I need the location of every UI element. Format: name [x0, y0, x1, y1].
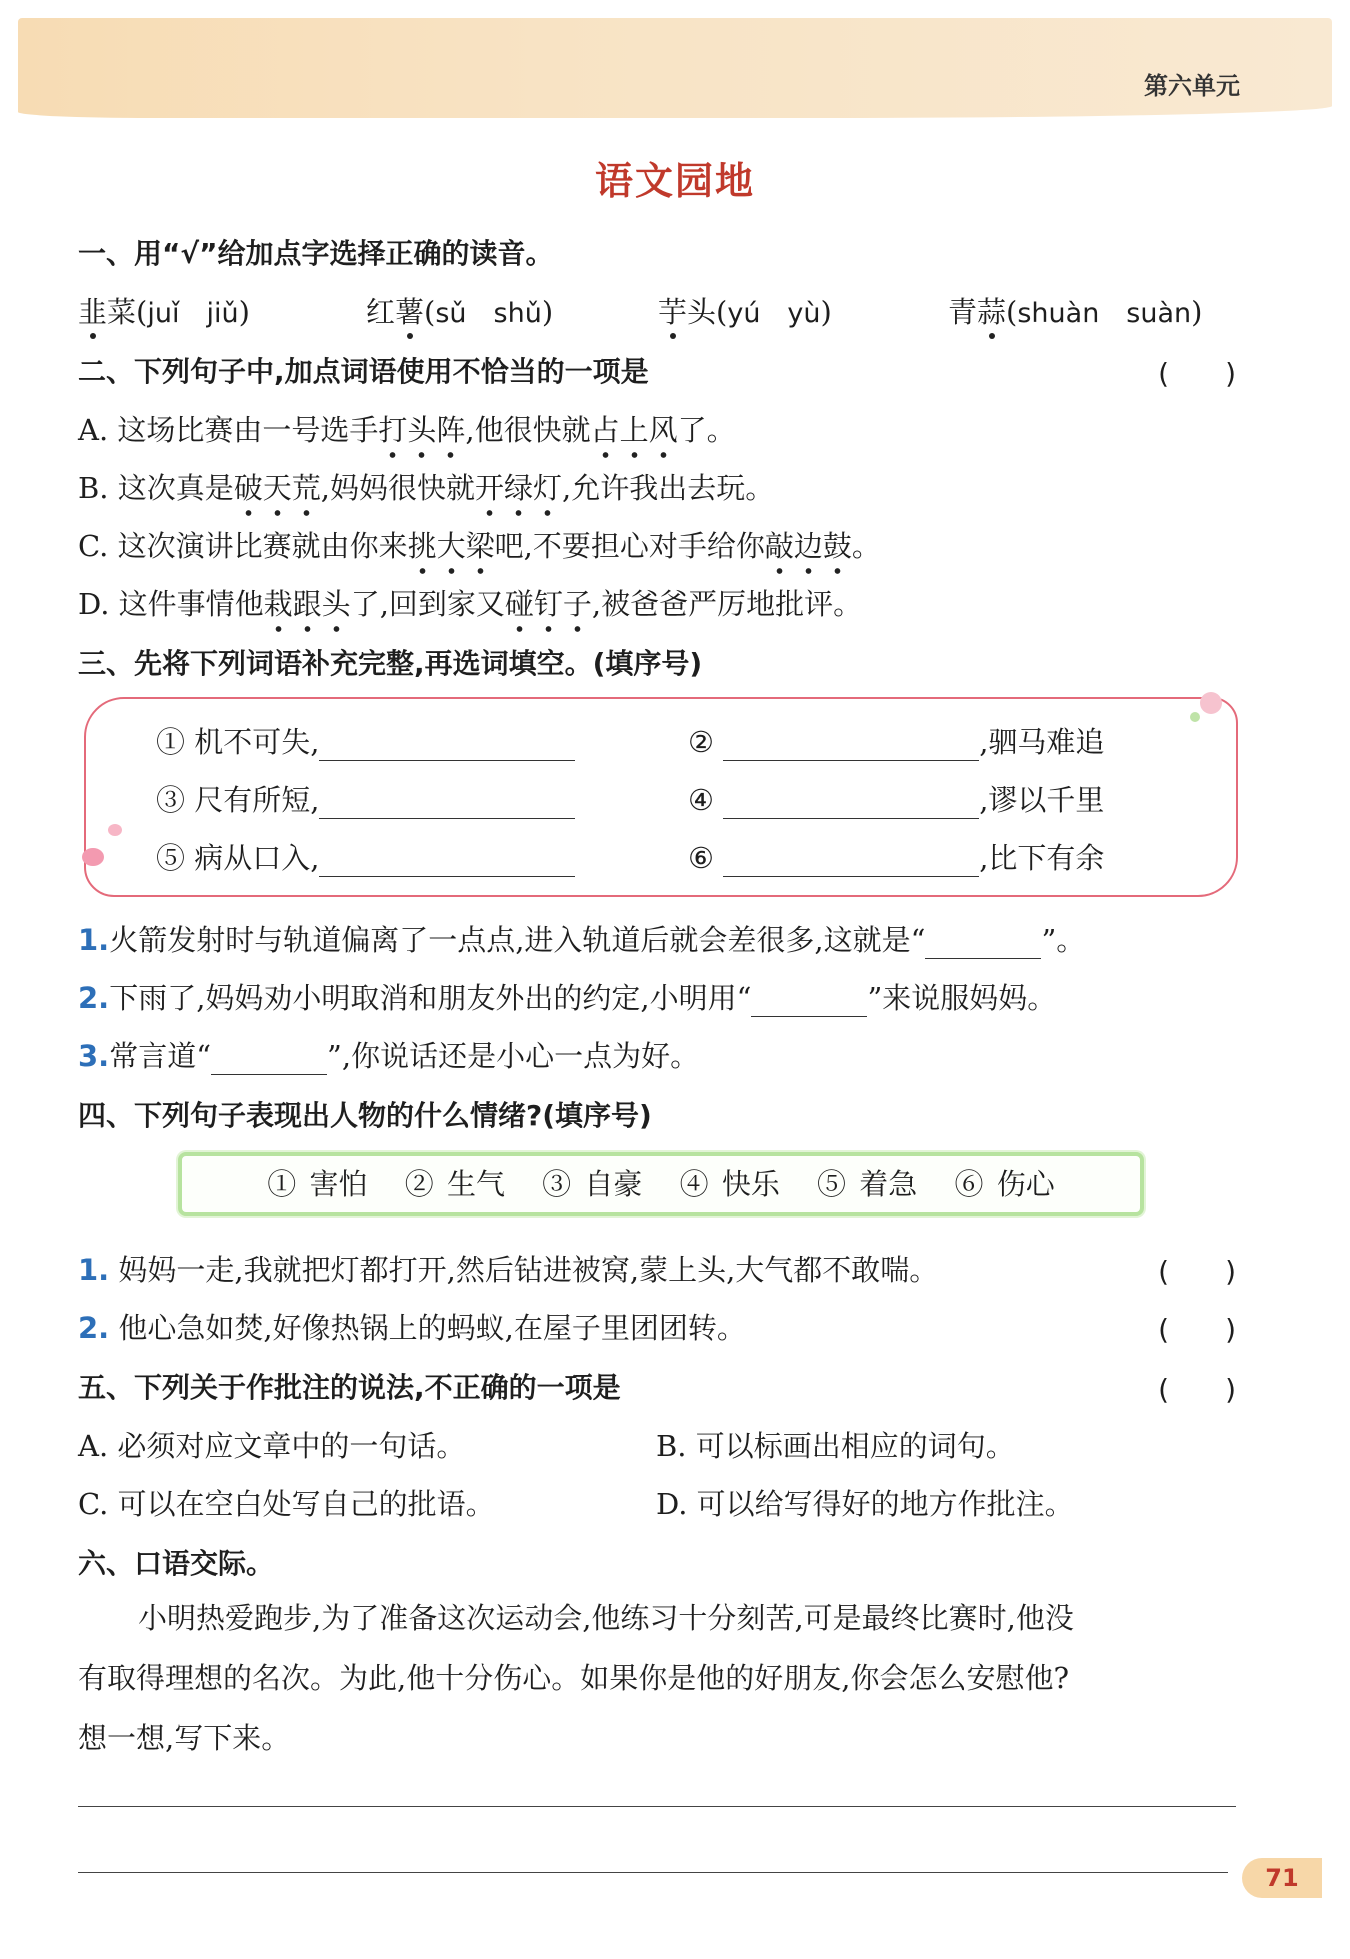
answer-paren-s4-1[interactable]: ( )	[1158, 1255, 1236, 1288]
section-1-heading: 一、用“√”给加点字选择正确的读音。	[78, 237, 554, 270]
s4-question-1: 1. 妈妈一走,我就把灯都打开,然后钻进被窝,蒙上头,大气都不敢喘。	[78, 1253, 939, 1287]
section-2-heading: 二、下列句子中,加点词语使用不恰当的一项是	[78, 355, 649, 388]
answer-line-2[interactable]	[78, 1872, 1228, 1873]
emotion-options	[178, 1162, 1144, 1203]
s3-question-3: 3.常言道“ ”,你说话还是小心一点为好。	[78, 1039, 700, 1073]
idiom-2: ② ,驷马难追	[688, 725, 1105, 759]
pinyin-item-2: 红薯(sǔ shǔ)	[366, 290, 553, 331]
option-b: B. 这次真是破天荒,妈妈很快就开绿灯,允许我出去玩。	[78, 466, 774, 507]
s4-question-2: 2. 他心急如焚,好像热锅上的蚂蚁,在屋子里团团转。	[78, 1311, 746, 1345]
answer-paren-s2: ( )	[1158, 357, 1236, 390]
pinyin-row	[78, 290, 1238, 330]
emotion-option: ④ 快乐	[679, 1167, 780, 1201]
page-title: 语文园地	[594, 159, 755, 203]
s6-paragraph-1: 小明热爱跑步,为了准备这次运动会,他练习十分刻苦,可是最终比赛时,他没	[138, 1601, 1074, 1635]
s3-question-2: 2.下雨了,妈妈劝小明取消和朋友外出的约定,小明用“ ”来说服妈妈。	[78, 981, 1057, 1015]
blank-line[interactable]	[319, 846, 575, 877]
section-4-heading: 四、下列句子表现出人物的什么情绪?(填序号)	[78, 1099, 652, 1132]
option-d: D. 这件事情他栽跟头了,回到家又碰钉子,被爸爸严厉地批评。	[78, 582, 862, 623]
emotion-option: ③ 自豪	[542, 1167, 643, 1201]
idiom-6: ⑥ ,比下有余	[688, 841, 1105, 875]
pinyin-item-1: 韭菜(juǐ jiǔ)	[78, 290, 250, 331]
dotted-word: 开绿灯	[475, 466, 562, 507]
s5-option-c: C. 可以在空白处写自己的批语。	[78, 1487, 495, 1521]
pinyin-item-3: 芋头(yú yù)	[658, 290, 832, 331]
s5-option-b: B. 可以标画出相应的词句。	[656, 1429, 1015, 1463]
section-3-heading: 三、先将下列词语补充完整,再选词填空。(填序号)	[78, 647, 703, 680]
pinyin-item-4: 青蒜(shuàn suàn)	[948, 290, 1202, 331]
dotted-word: 打头阵	[378, 408, 465, 449]
s5-option-a: A. 必须对应文章中的一句话。	[78, 1429, 466, 1463]
blank-line[interactable]	[925, 928, 1041, 959]
bubble-decor	[1190, 712, 1200, 722]
blank-line[interactable]	[723, 788, 979, 819]
blank-line[interactable]	[211, 1044, 327, 1075]
dotted-word: 破天荒	[234, 466, 321, 507]
option-c: C. 这次演讲比赛就由你来挑大梁吧,不要担心对手给你敲边鼓。	[78, 524, 881, 565]
idiom-1: ① 机不可失,	[156, 720, 575, 761]
idiom-5: ⑤ 病从口入,	[156, 836, 575, 877]
s3-question-1: 1.火箭发射时与轨道偏离了一点点,进入轨道后就会差很多,这就是“ ”。	[78, 923, 1086, 957]
section-5-heading: 五、下列关于作批注的说法,不正确的一项是	[78, 1371, 621, 1404]
dotted-word: 挑大梁	[408, 524, 495, 565]
dotted-word: 敲边鼓	[765, 524, 852, 565]
header-band	[18, 18, 1332, 118]
emotion-option: ② 生气	[404, 1167, 505, 1201]
dotted-word: 碰钉子	[505, 582, 592, 623]
idiom-3: ③ 尺有所短,	[156, 778, 575, 819]
option-a: A. 这场比赛由一号选手打头阵,他很快就占上风了。	[78, 408, 736, 449]
s6-paragraph-3: 想一想,写下来。	[78, 1721, 291, 1755]
page-number: 71	[1242, 1858, 1322, 1898]
emotion-option: ⑥ 伤心	[954, 1167, 1055, 1201]
answer-paren-s5[interactable]: ( )	[1158, 1373, 1236, 1406]
s6-paragraph-2: 有取得理想的名次。为此,他十分伤心。如果你是他的好朋友,你会怎么安慰他?	[78, 1661, 1069, 1695]
dotted-word: 占上风	[591, 408, 678, 449]
blank-line[interactable]	[319, 788, 575, 819]
dotted-word: 栽跟头	[264, 582, 351, 623]
answer-line-1[interactable]	[78, 1806, 1236, 1807]
bubble-decor	[1200, 692, 1222, 714]
idiom-4: ④ ,谬以千里	[688, 783, 1105, 817]
emotion-option: ① 害怕	[267, 1167, 368, 1201]
paw-icon	[82, 848, 104, 866]
emotion-option: ⑤ 着急	[817, 1167, 918, 1201]
answer-paren-s4-2[interactable]: ( )	[1158, 1313, 1236, 1346]
blank-line[interactable]	[751, 986, 867, 1017]
blank-line[interactable]	[723, 846, 979, 877]
unit-label: 第六单元	[1144, 72, 1240, 100]
section-6-heading: 六、口语交际。	[78, 1547, 275, 1580]
s5-option-d: D. 可以给写得好的地方作批注。	[656, 1487, 1074, 1521]
blank-line[interactable]	[723, 730, 979, 761]
blank-line[interactable]	[319, 730, 575, 761]
paw-icon	[108, 824, 122, 836]
